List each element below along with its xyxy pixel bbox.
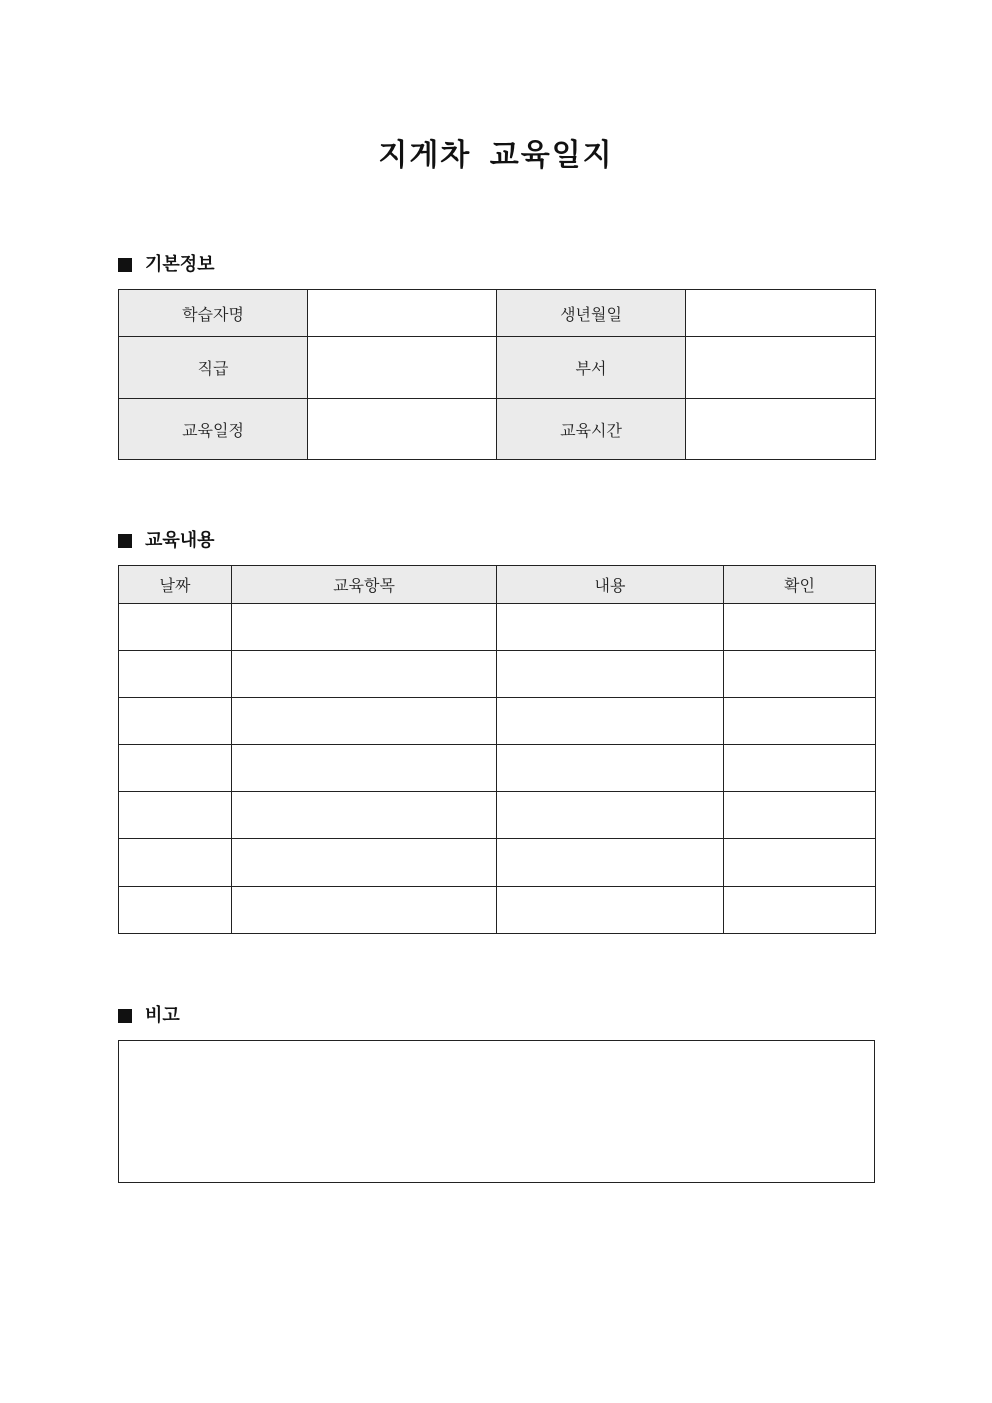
content-cell[interactable] [497, 651, 724, 698]
square-bullet-icon [118, 1009, 132, 1023]
date-cell[interactable] [119, 887, 232, 934]
basic-info-label: 부서 [497, 337, 686, 399]
content-cell[interactable] [497, 604, 724, 651]
birth-date-field[interactable] [686, 290, 876, 337]
column-header-content: 내용 [497, 566, 724, 604]
basic-info-row [119, 337, 876, 399]
content-cell[interactable] [497, 792, 724, 839]
square-bullet-icon [118, 258, 132, 272]
education-hours-field[interactable] [686, 399, 876, 460]
basic-info-heading-text: 기본정보 [145, 254, 215, 275]
table-row [119, 792, 876, 839]
confirm-cell[interactable] [724, 651, 876, 698]
basic-info-row [119, 290, 876, 337]
table-row [119, 604, 876, 651]
square-bullet-icon [118, 534, 132, 548]
position-field[interactable] [308, 337, 497, 399]
date-cell[interactable] [119, 839, 232, 887]
column-header-date: 날짜 [119, 566, 232, 604]
department-field[interactable] [686, 337, 876, 399]
date-cell[interactable] [119, 604, 232, 651]
learner-name-field[interactable] [308, 290, 497, 337]
table-row [119, 745, 876, 792]
date-cell[interactable] [119, 745, 232, 792]
item-cell[interactable] [232, 651, 497, 698]
item-cell[interactable] [232, 698, 497, 745]
confirm-cell[interactable] [724, 887, 876, 934]
education-content-table [118, 565, 876, 934]
confirm-cell[interactable] [724, 745, 876, 792]
education-schedule-field[interactable] [308, 399, 497, 460]
date-cell[interactable] [119, 792, 232, 839]
notes-heading [118, 1004, 180, 1028]
basic-info-label: 학습자명 [119, 290, 308, 337]
basic-info-table [118, 289, 876, 460]
confirm-cell[interactable] [724, 698, 876, 745]
item-cell[interactable] [232, 792, 497, 839]
item-cell[interactable] [232, 839, 497, 887]
education-content-heading-text: 교육내용 [145, 530, 215, 551]
notes-box[interactable] [118, 1040, 875, 1183]
education-header-row [119, 566, 876, 604]
confirm-cell[interactable] [724, 604, 876, 651]
document-title: 지게차 교육일지 [378, 138, 614, 173]
item-cell[interactable] [232, 745, 497, 792]
basic-info-label: 생년월일 [497, 290, 686, 337]
notes-heading-text: 비고 [145, 1005, 180, 1026]
basic-info-row [119, 399, 876, 460]
confirm-cell[interactable] [724, 792, 876, 839]
basic-info-label: 교육일정 [119, 399, 308, 460]
date-cell[interactable] [119, 651, 232, 698]
column-header-item: 교육항목 [232, 566, 497, 604]
education-content-heading [118, 529, 215, 553]
content-cell[interactable] [497, 887, 724, 934]
basic-info-label: 교육시간 [497, 399, 686, 460]
confirm-cell[interactable] [724, 839, 876, 887]
table-row [119, 839, 876, 887]
basic-info-heading [118, 253, 215, 277]
table-row [119, 887, 876, 934]
table-row [119, 651, 876, 698]
content-cell[interactable] [497, 839, 724, 887]
item-cell[interactable] [232, 887, 497, 934]
table-row [119, 698, 876, 745]
basic-info-label: 직급 [119, 337, 308, 399]
date-cell[interactable] [119, 698, 232, 745]
column-header-confirm: 확인 [724, 566, 876, 604]
item-cell[interactable] [232, 604, 497, 651]
content-cell[interactable] [497, 698, 724, 745]
content-cell[interactable] [497, 745, 724, 792]
